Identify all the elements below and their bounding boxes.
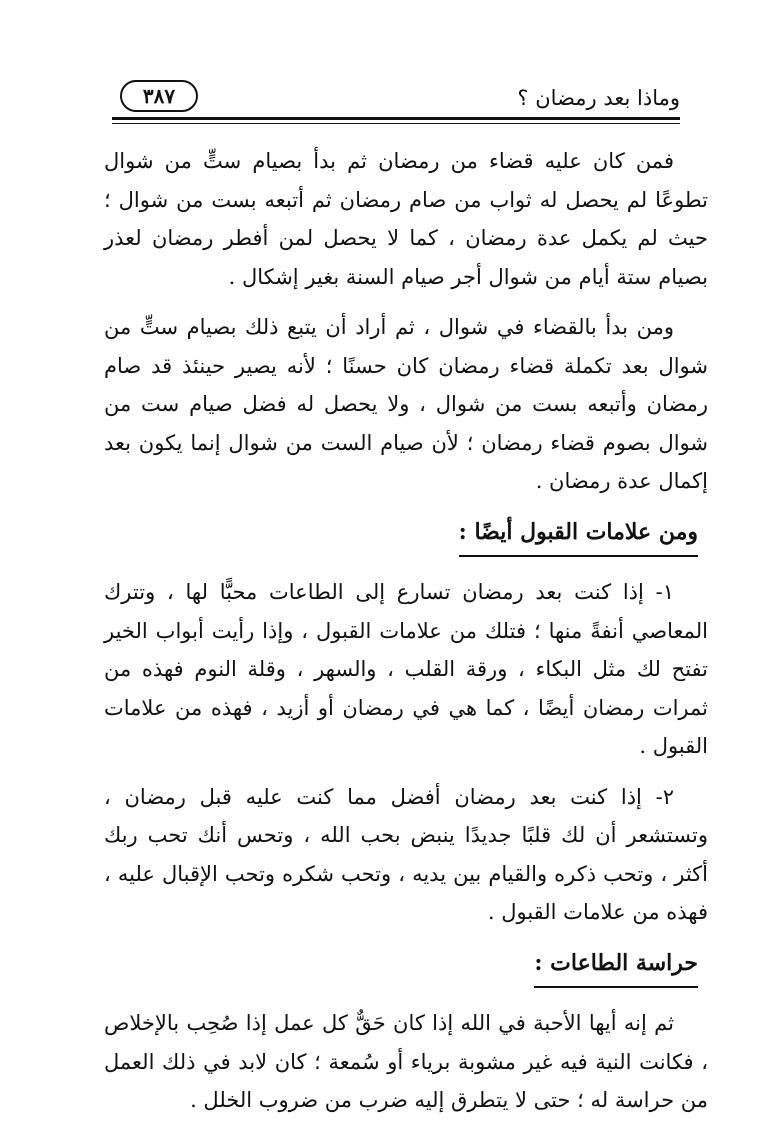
list-item-number: ٢- <box>655 784 674 809</box>
section-heading-wrap <box>104 944 708 989</box>
running-title: وماذا بعد رمضان ؟ <box>517 86 680 110</box>
page-body <box>104 142 708 1132</box>
list-item-text: إذا كنت بعد رمضان تسارع إلى الطاعات محبًّا لها ، وتترك المعاصي أنفةً منها ؛ فتلك من علامات القبول ، وإذا رأيت أبواب الخير تفتح لك مثل البكاء ، ورقة القلب ، والسهر ، وقلة النوم فهذه من ثمرات رمضان أيضًا ، كما هي في رمضان أو أزيد ، فهذه من علامات القبول . <box>104 580 708 758</box>
list-item <box>104 778 708 932</box>
page-number: ٣٨٧ <box>120 80 198 112</box>
header-rule-thin <box>112 123 680 124</box>
section-heading: حراسة الطاعات : <box>534 944 698 989</box>
header-rule-thick <box>112 117 680 120</box>
list-item <box>104 573 708 766</box>
paragraph: فمن كان عليه قضاء من رمضان ثم بدأ بصيام ستٍّ من شوال تطوعًا لم يحصل له ثواب من صام رمضان ثم أتبعه بست من شوال ؛ حيث لم يكمل عدة رمضان ، كما لا يحصل لمن أفطر رمضان لعذر بصيام ستة أيام من شوال أجر صيام السنة بغير إشكال . <box>104 149 708 289</box>
list-item-text: إذا كنت بعد رمضان أفضل مما كنت عليه قبل رمضان ، وتستشعر أن لك قلبًا جديدًا ينبض بحب الله ، وتحس أنك تحب ربك أكثر ، وتحب ذكره والقيام بين يديه ، وتحب شكره وتحب الإقبال عليه ، فهذه من علامات القبول . <box>104 784 708 924</box>
list-item-number: ١- <box>655 580 674 604</box>
paragraph: ثم إنه أيها الأحبة في الله إذا كان حَقٌّ كل عمل إذا صُحِب بالإخلاص ، فكانت النية فيه غير مشوبة برياء أو سُمعة ؛ كان لابد في ذلك العمل من حراسة له ؛ حتى لا يتطرق إليه ضرب من ضروب الخلل . <box>104 1011 708 1112</box>
section-heading: ومن علامات القبول أيضًا : <box>459 513 698 558</box>
paragraph: ومن بدأ بالقضاء في شوال ، ثم أراد أن يتبع ذلك بصيام ستٍّ من شوال بعد تكملة قضاء رمضان كان حسنًا ؛ لأنه يصير حينئذ قد صام رمضان وأتبعه بست من شوال ، ولا يحصل له فضل صيام ست من شوال بصوم قضاء رمضان ؛ لأن صيام الست من شوال إنما يكون بعد إكمال عدة رمضان . <box>104 315 708 493</box>
section-heading-wrap <box>104 513 708 558</box>
running-header <box>112 72 680 118</box>
